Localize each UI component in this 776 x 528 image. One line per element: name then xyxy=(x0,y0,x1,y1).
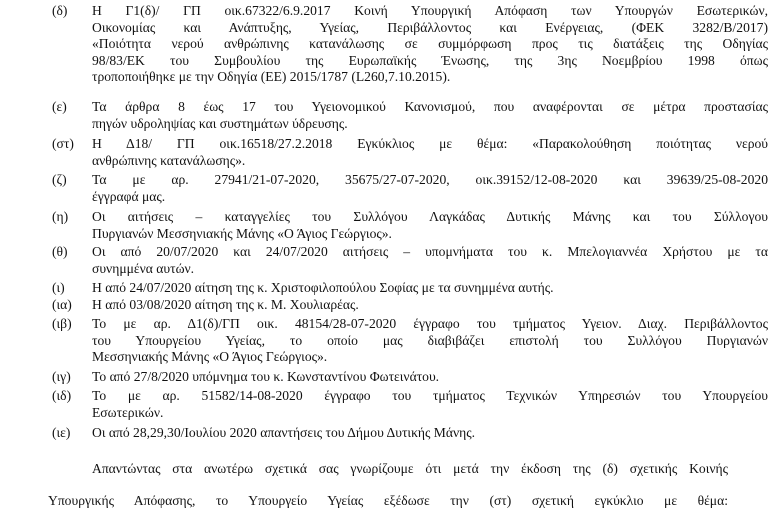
text-line: συνημμένα αυτών. xyxy=(92,260,195,276)
text-line: Το με αρ. 51582/14-08-2020 έγγραφο του τμήματος Τεχνικών Υπηρεσιών του Υπουργείου xyxy=(92,388,768,403)
text-line: του Υπουργείου Υγείας, το οποίο μας διαβιβάζει επιστολή του Συλλόγου Πυργιανών xyxy=(92,332,768,348)
text-line: Το από 27/8/2020 υπόμνημα του κ. Κωνσταντίνου Φωτεινάτου. xyxy=(92,369,440,384)
item-text xyxy=(92,3,768,86)
item-text xyxy=(92,388,768,421)
item-label: (η) xyxy=(52,209,69,224)
text-line: Μεσσηνιακής Μάνης «Ο Άγιος Γεώργιος». xyxy=(92,349,328,364)
item-text xyxy=(92,172,768,205)
item-text xyxy=(92,99,768,132)
closing-paragraph xyxy=(48,461,728,509)
text-line: Εσωτερικών. xyxy=(92,404,164,420)
text-line: Η Γ1(δ)/ ΓΠ οικ.67322/6.9.2017 Κοινή Υπουργική Απόφαση των Υπουργών Εσωτερικών, xyxy=(92,3,768,18)
item-label: (στ) xyxy=(52,136,74,151)
item-text xyxy=(92,316,768,366)
item-label: (θ) xyxy=(52,244,68,259)
item-label: (ιδ) xyxy=(52,388,72,403)
text-line: Η από 24/07/2020 αίτηση της κ. Χριστοφιλοπούλου Σοφίας με τα συνημμένα αυτής. xyxy=(92,280,554,295)
item-text xyxy=(92,244,768,277)
text-line: Απαντώντας στα ανωτέρω σχετικά σας γνωρίζουμε ότι μετά την έκδοση της (δ) σχετικής Κοινής xyxy=(92,461,728,476)
text-line: Οι αιτήσεις – καταγγελίες του Συλλόγου Λαγκάδας Δυτικής Μάνης και του Σύλλογου xyxy=(92,209,768,224)
text-line: Υπουργικής Απόφασης, το Υπουργείο Υγείας εξέδωσε την (στ) σχετική εγκύκλιο με θέμα: xyxy=(48,492,728,508)
item-label: (ιε) xyxy=(52,425,71,440)
item-text xyxy=(92,425,768,442)
text-line: ανθρώπινης κατανάλωσης». xyxy=(92,152,246,168)
item-label: (ιγ) xyxy=(52,369,71,384)
item-text xyxy=(92,280,768,297)
item-text xyxy=(92,297,768,314)
item-label: (ε) xyxy=(52,99,67,114)
text-line: Τα με αρ. 27941/21-07-2020, 35675/27-07-2020, οικ.39152/12-08-2020 και 39639/25-08-2020 xyxy=(92,172,768,187)
item-label: (ζ) xyxy=(52,172,67,187)
item-label: (δ) xyxy=(52,3,68,18)
text-line: πηγών υδροληψίας και συστημάτων ύδρευσης. xyxy=(92,115,348,131)
text-line: 98/83/ΕΚ του Συμβουλίου της Ευρωπαϊκής Ένωσης, της 3ης Νοεμβρίου 1998 όπως xyxy=(92,52,768,68)
item-label: (ια) xyxy=(52,297,72,312)
text-line: Η Δ18/ ΓΠ οικ.16518/27.2.2018 Εγκύκλιος με θέμα: «Παρακολούθηση ποιότητας νερού xyxy=(92,136,768,151)
item-text xyxy=(92,209,768,242)
text-line: Η από 03/08/2020 αίτηση της κ. Μ. Χουλιαρέας. xyxy=(92,297,359,312)
text-line: έγγραφά μας. xyxy=(92,188,166,204)
text-line: Οι από 20/07/2020 και 24/07/2020 αιτήσεις – υπομνήματα του κ. Μπελογιαννέα Χρήστου με τα xyxy=(92,244,768,259)
text-line: Οι από 28,29,30/Ιουλίου 2020 απαντήσεις του Δήμου Δυτικής Μάνης. xyxy=(92,425,476,440)
item-label: (ιβ) xyxy=(52,316,72,331)
text-line: τροποποιήθηκε με την Οδηγία (ΕΕ) 2015/1787 (L260,7.10.2015). xyxy=(92,69,451,84)
item-text xyxy=(92,136,768,169)
text-line: Τα άρθρα 8 έως 17 του Υγειονομικού Κανονισμού, που αναφέρονται σε μέτρα προστασίας xyxy=(92,99,768,114)
text-line: «Ποιότητα νερού ανθρώπινης κατανάλωσης σε συμμόρφωση προς τις διατάξεις της Οδηγίας xyxy=(92,36,768,51)
item-text xyxy=(92,369,768,386)
item-label: (ι) xyxy=(52,280,65,295)
text-line: Το με αρ. Δ1(δ)/ΓΠ οικ. 48154/28-07-2020 έγγραφο του τμήματος Υγειον. Διαχ. Περιβάλλοντος xyxy=(92,316,768,331)
text-line: Οικονομίας και Ανάπτυξης, Υγείας, Περιβάλλοντος και Ενέργειας, (ΦΕΚ 3282/Β/2017) xyxy=(92,19,768,35)
text-line: Πυργιανών Μεσσηνιακής Μάνης «Ο Άγιος Γεώργιος». xyxy=(92,225,392,241)
